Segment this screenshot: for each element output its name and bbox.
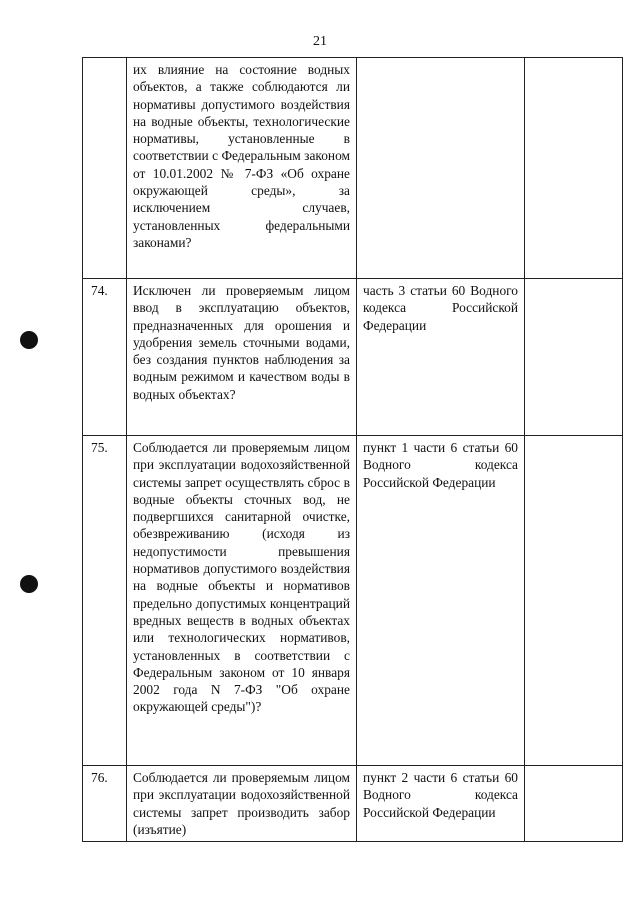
legal-reference-cell: часть 3 статьи 60 Водного кодекса Российской Федерации <box>357 279 525 436</box>
row-number: 75. <box>83 436 127 766</box>
row-number: 76. <box>83 766 127 842</box>
answer-cell <box>525 436 623 766</box>
page-number: 21 <box>313 34 327 49</box>
question-cell: их влияние на состояние водных объектов, а также соблюдаются ли нормативы допустимого воздействия на водные объекты, технологические нормативы, установленные в соответствии с Федеральным законом от 10.01.2002 № 7-ФЗ «Об охране окружающей среды», за исключением случаев, установленных федеральными законами? <box>127 58 357 279</box>
checklist-table <box>82 57 623 842</box>
legal-reference-cell <box>357 58 525 279</box>
table-row <box>83 436 623 766</box>
table-row <box>83 766 623 842</box>
answer-cell <box>525 279 623 436</box>
legal-reference-cell: пункт 2 части 6 статьи 60 Водного кодекса Российской Федерации <box>357 766 525 842</box>
question-cell: Исключен ли проверяемым лицом ввод в эксплуатацию объектов, предназначенных для орошения и удобрения земель сточными водами, без создания пунктов наблюдения за водным режимом и качеством воды в водных объектах? <box>127 279 357 436</box>
legal-reference-cell: пункт 1 части 6 статьи 60 Водного кодекса Российской Федерации <box>357 436 525 766</box>
row-number <box>83 58 127 279</box>
question-cell: Соблюдается ли проверяемым лицом при эксплуатации водохозяйственной системы запрет осуществлять сброс в водные объекты сточных вод, не подвергшихся санитарной очистке, обезвреживанию (исходя из недопустимости превышения нормативов допустимого воздействия на водные объекты и нормативов предельно допустимых концентраций вредных веществ в водных объектах или технологических нормативов, установленных в соответствии с Федеральным законом от 10 января 2002 года N 7-ФЗ "Об охране окружающей среды")? <box>127 436 357 766</box>
punch-hole-mark <box>20 575 38 593</box>
answer-cell <box>525 766 623 842</box>
table-row <box>83 58 623 279</box>
punch-hole-mark <box>20 331 38 349</box>
answer-cell <box>525 58 623 279</box>
row-number: 74. <box>83 279 127 436</box>
table-row <box>83 279 623 436</box>
question-cell: Соблюдается ли проверяемым лицом при эксплуатации водохозяйственной системы запрет производить забор (изъятие) <box>127 766 357 842</box>
